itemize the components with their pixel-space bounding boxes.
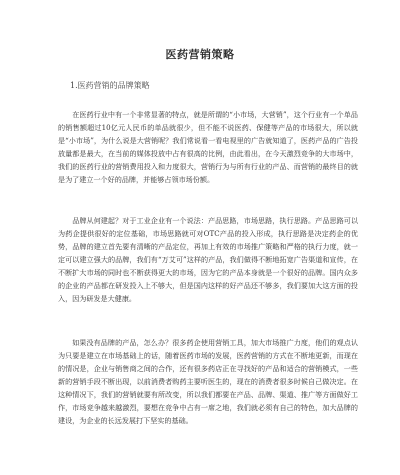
paragraph: 在医药行业中有一个非常显著的特点，就是所谓的“小市场，大营销”，这个行业有一个单品的销售额超过10亿元人民币的单品就很少，但不能不说医药、保健等产品的市场很大，所以就是“小市场”，为什么说是大营销呢？我们常说看一看电视里的广告就知道了，医药产品的广告投放量都是最大，在当前的媒体投放中占有很高的比例，由此看出，在今天激烈竞争的大市场中，我们的医药行业的营销费用投入和力度很大，营销行为与所有行业的产品、而营销的最终目的就是为了建立一个好的品牌，并能够占领市场份额。	[58, 110, 358, 184]
document-title: 医药营销策略	[165, 48, 235, 61]
paragraph: 品牌从何建起？对于工业企业有一个说法：产品思路，市场思路，执行思路。产品思路可以为药企提供很好的定位基础，市场思路就可对OTC产品的投入形成，执行思路是决定药企的优势，品牌的建立首先要有清晰的产品定位，再加上有效的市场推广策略和严格的执行力度，就一定可以建立强大的品牌，我们有“万艾可”这样的产品，我们做得不断地拓宽广告渠道和宣传，在不断扩大市场的同时也不断获得更大的市场，因为它的产品本身就是一个很好的品牌。国内众多的企业的产品都在研发投入上不够大，但是国内这样的好产品还不够多，我们要加大这方面的投入，因为研发是大健康。	[58, 216, 358, 303]
section-heading: 1.医药营销的品牌策略	[70, 81, 150, 90]
paragraph: 如果没有品牌的产品，怎么办？很多药企使用营销工具，加大市场推广力度，他们的观点认为只要是建立在市场基础上的话，随着医药市场的发展，医药营销的方式在不断地更新，而现在的情况是，企业与销售商之间的合作，还有很多药店正在寻找好的产品和适合的营销模式，一些新的营销手段不断出现，以前消费者购药主要听医生的，现在的消费者很多时候自己做决定。在这种情况下，我们的营销就要有所改变，所以我们都要在产品、品牌、渠道、推广等方面做好工作，市场竞争越来越激烈，要想在竞争中占有一席之地，我们就必须有自己的特色，加大品牌的建设，为企业的长远发展打下坚实的基础。	[58, 338, 358, 425]
